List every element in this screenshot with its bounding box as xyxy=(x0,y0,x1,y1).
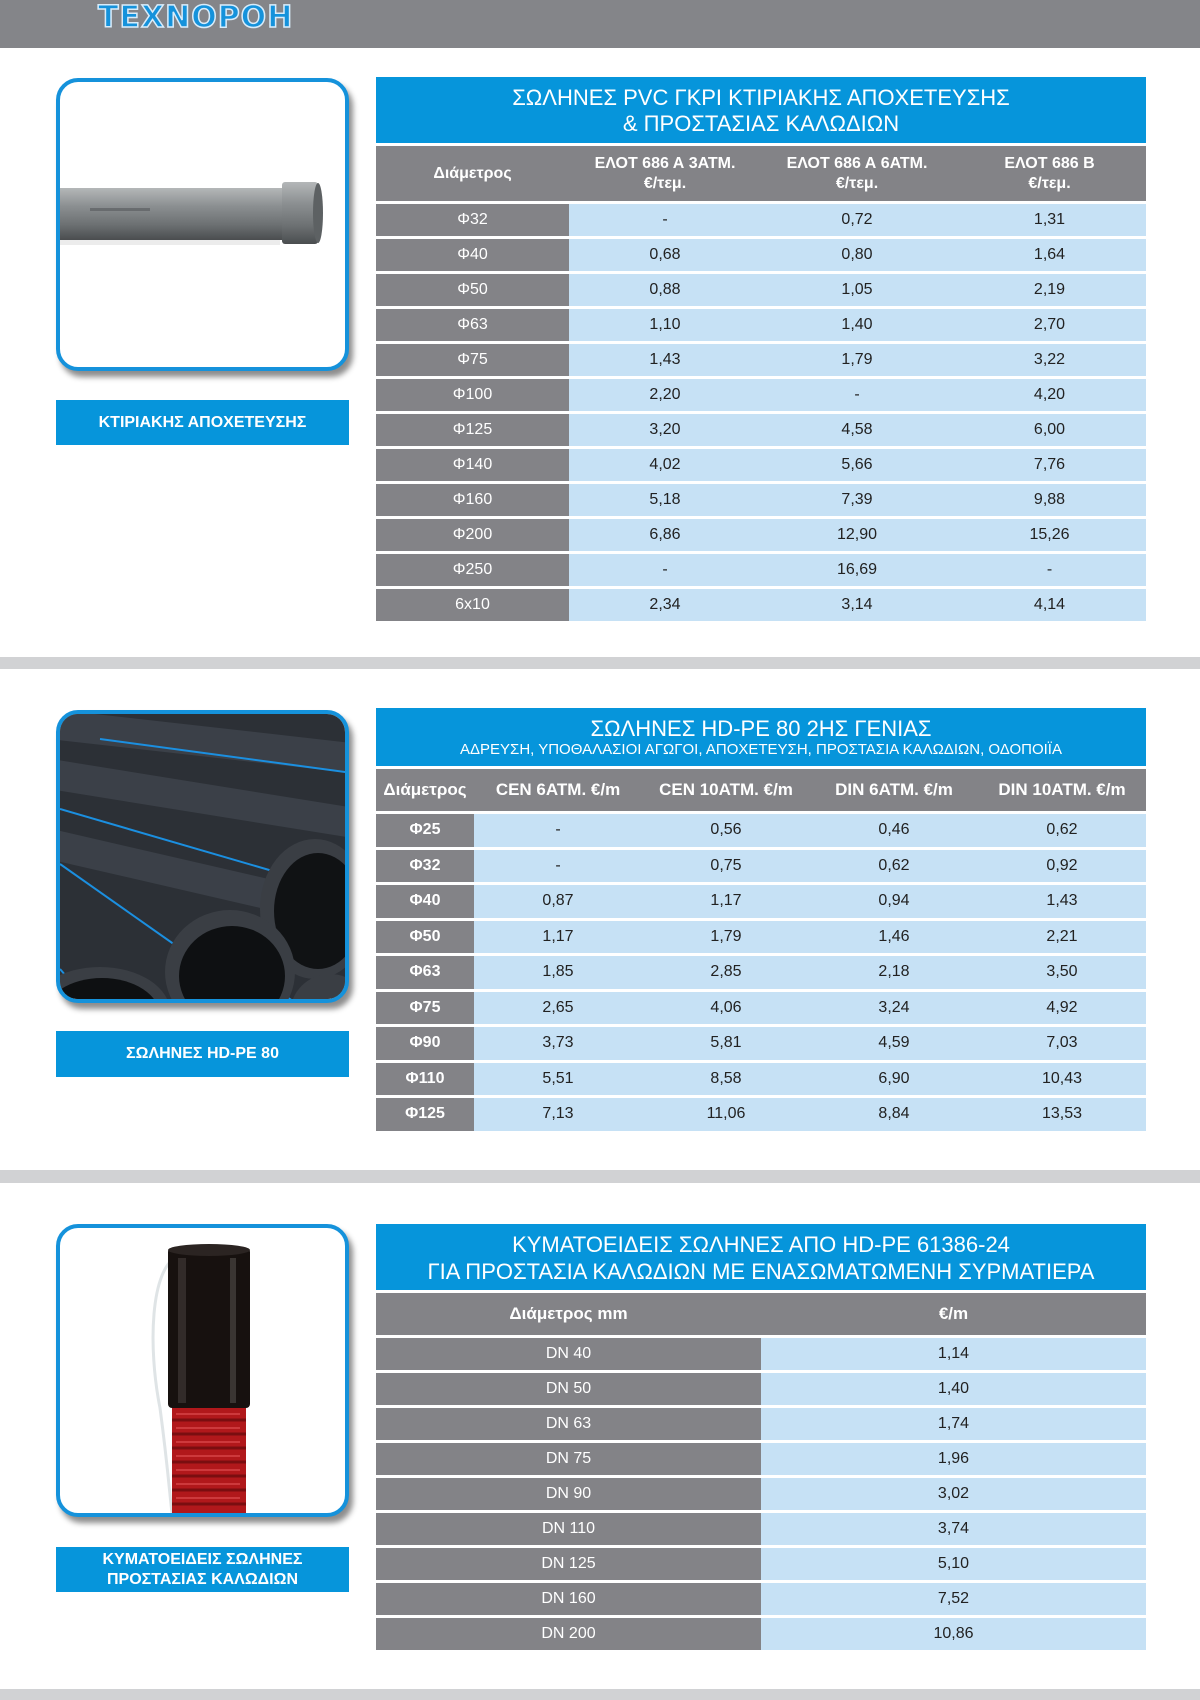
price-cell: 16,69 xyxy=(761,554,953,586)
row-label-diameter: Φ75 xyxy=(376,992,474,1025)
price-cell: 5,81 xyxy=(642,1027,810,1060)
price-cell: 0,68 xyxy=(569,239,761,271)
price-cell: 12,90 xyxy=(761,519,953,551)
row-label-diameter: DN 50 xyxy=(376,1373,761,1405)
price-cell: - xyxy=(569,204,761,236)
price-cell: 1,43 xyxy=(978,885,1146,918)
price-cell: 15,26 xyxy=(953,519,1146,551)
column-header: Διάμετρος xyxy=(433,164,512,182)
price-cell: 0,75 xyxy=(642,850,810,883)
table-body xyxy=(376,1338,1146,1650)
table-row xyxy=(376,344,1146,376)
price-cell: - xyxy=(474,850,642,883)
row-label-diameter: Φ125 xyxy=(376,414,569,446)
price-cell: 4,20 xyxy=(953,379,1146,411)
row-label-diameter: Φ110 xyxy=(376,1063,474,1096)
row-label-diameter: Φ32 xyxy=(376,204,569,236)
table-row xyxy=(376,1063,1146,1096)
table-row xyxy=(376,274,1146,306)
price-cell: 2,18 xyxy=(810,956,978,989)
price-cell: 10,43 xyxy=(978,1063,1146,1096)
caption-line: ΚΥΜΑΤΟΕΙΔΕΙΣ ΣΩΛΗΝΕΣ xyxy=(102,1550,303,1568)
table-title xyxy=(376,77,1146,143)
price-cell: 3,73 xyxy=(474,1027,642,1060)
price-cell: 1,40 xyxy=(761,309,953,341)
price-cell: 2,19 xyxy=(953,274,1146,306)
table-body xyxy=(376,204,1146,621)
table-header-row xyxy=(376,146,1146,201)
table-title xyxy=(376,708,1146,766)
price-cell: 5,18 xyxy=(569,484,761,516)
column-header: DIN 6ATM. €/m xyxy=(835,780,953,799)
table-row xyxy=(376,1098,1146,1131)
price-cell: 5,66 xyxy=(761,449,953,481)
row-label-diameter: DN 110 xyxy=(376,1513,761,1545)
price-cell: - xyxy=(953,554,1146,586)
black-hdpe-pipes-icon xyxy=(60,714,345,999)
price-cell: 3,22 xyxy=(953,344,1146,376)
table-header-row xyxy=(376,1293,1146,1335)
price-cell: 4,92 xyxy=(978,992,1146,1025)
price-cell: - xyxy=(569,554,761,586)
price-cell: 4,59 xyxy=(810,1027,978,1060)
row-label-diameter: DN 63 xyxy=(376,1408,761,1440)
product-image-hdpe-pipes xyxy=(56,710,349,1003)
column-header: ΕΛΟΤ 686 Β €/τεμ. xyxy=(1004,154,1095,192)
table-row xyxy=(376,484,1146,516)
price-cell: 1,17 xyxy=(474,921,642,954)
price-cell: 1,85 xyxy=(474,956,642,989)
price-cell: 0,62 xyxy=(978,814,1146,847)
price-cell: 0,56 xyxy=(642,814,810,847)
price-cell: 7,76 xyxy=(953,449,1146,481)
table-row xyxy=(376,814,1146,847)
table-title-line: ΣΩΛΗΝΕΣ HD-PE 80 2ΗΣ ΓΕΝΙΑΣ xyxy=(590,716,932,741)
price-cell: 0,72 xyxy=(761,204,953,236)
price-cell: 4,02 xyxy=(569,449,761,481)
price-cell: 1,79 xyxy=(642,921,810,954)
price-cell: 1,14 xyxy=(761,1338,1146,1370)
table-row xyxy=(376,1408,1146,1440)
table-row xyxy=(376,379,1146,411)
row-label-diameter: 6x10 xyxy=(376,589,569,621)
product-image-corrugated-pipe xyxy=(56,1224,349,1517)
row-label-diameter: DN 200 xyxy=(376,1618,761,1650)
price-cell: 3,24 xyxy=(810,992,978,1025)
price-cell: 1,43 xyxy=(569,344,761,376)
price-cell: 1,64 xyxy=(953,239,1146,271)
price-cell: 1,05 xyxy=(761,274,953,306)
price-cell: 3,14 xyxy=(761,589,953,621)
table-row xyxy=(376,239,1146,271)
price-cell: 1,40 xyxy=(761,1373,1146,1405)
price-cell: 8,58 xyxy=(642,1063,810,1096)
row-label-diameter: Φ250 xyxy=(376,554,569,586)
grey-pvc-pipe-icon xyxy=(60,82,345,367)
row-label-diameter: DN 90 xyxy=(376,1478,761,1510)
row-label-diameter: Φ90 xyxy=(376,1027,474,1060)
price-cell: 2,70 xyxy=(953,309,1146,341)
row-label-diameter: Φ63 xyxy=(376,309,569,341)
row-label-diameter: DN 160 xyxy=(376,1583,761,1615)
row-label-diameter: Φ75 xyxy=(376,344,569,376)
table-row xyxy=(376,309,1146,341)
price-cell: 3,74 xyxy=(761,1513,1146,1545)
table-row xyxy=(376,1373,1146,1405)
table-row xyxy=(376,204,1146,236)
column-header: CEN 6ATM. €/m xyxy=(495,780,621,799)
price-cell: 3,02 xyxy=(761,1478,1146,1510)
table-row xyxy=(376,885,1146,918)
price-cell: 6,00 xyxy=(953,414,1146,446)
price-cell: 0,94 xyxy=(810,885,978,918)
row-label-diameter: Φ50 xyxy=(376,274,569,306)
section-separator xyxy=(0,1689,1200,1700)
caption-line: ΚΤΙΡΙΑΚΗΣ ΑΠΟΧΕΤΕΥΣΗΣ xyxy=(98,413,307,431)
price-cell: 9,88 xyxy=(953,484,1146,516)
row-label-diameter: DN 40 xyxy=(376,1338,761,1370)
column-header: ΕΛΟΤ 686 Α 6ΑΤΜ. €/τεμ. xyxy=(786,154,928,192)
table-row xyxy=(376,992,1146,1025)
price-cell: - xyxy=(761,379,953,411)
table-row xyxy=(376,956,1146,989)
price-cell: 2,85 xyxy=(642,956,810,989)
price-cell: 1,17 xyxy=(642,885,810,918)
table-row xyxy=(376,449,1146,481)
price-cell: 1,96 xyxy=(761,1443,1146,1475)
row-label-diameter: DN 125 xyxy=(376,1548,761,1580)
product-image-pvc-pipe xyxy=(56,78,349,371)
table-row xyxy=(376,519,1146,551)
product-caption xyxy=(56,1031,349,1077)
table-title-line: ΣΩΛΗΝΕΣ PVC ΓΚΡΙ ΚΤΙΡΙΑΚΗΣ ΑΠΟΧΕΤΕΥΣΗΣ xyxy=(512,85,1010,110)
row-label-diameter: DN 75 xyxy=(376,1443,761,1475)
column-header: CEN 10ATM. €/m xyxy=(659,780,793,799)
brand-logo: ΤΕΧΝΟΡΟΗ xyxy=(98,0,294,35)
table-row xyxy=(376,850,1146,883)
table-body xyxy=(376,814,1146,1131)
price-cell: 1,79 xyxy=(761,344,953,376)
table-row xyxy=(376,414,1146,446)
price-cell: 2,20 xyxy=(569,379,761,411)
table-row xyxy=(376,1478,1146,1510)
price-cell: 5,51 xyxy=(474,1063,642,1096)
price-cell: 0,92 xyxy=(978,850,1146,883)
price-cell: 0,62 xyxy=(810,850,978,883)
row-label-diameter: Φ32 xyxy=(376,850,474,883)
price-cell: 10,86 xyxy=(761,1618,1146,1650)
price-cell: 4,58 xyxy=(761,414,953,446)
caption-line: ΣΩΛΗΝΕΣ HD-PE 80 xyxy=(126,1045,279,1062)
table-title-line: & ΠΡΟΣΤΑΣΙΑΣ ΚΑΛΩΔΙΩΝ xyxy=(622,111,900,136)
row-label-diameter: Φ100 xyxy=(376,379,569,411)
price-cell: 13,53 xyxy=(978,1098,1146,1131)
column-header: Διάμετρος mm xyxy=(509,1304,628,1323)
caption-line: ΠΡΟΣΤΑΣΙΑΣ ΚΑΛΩΔΙΩΝ xyxy=(107,1570,298,1588)
price-cell: 6,90 xyxy=(810,1063,978,1096)
price-cell: 0,88 xyxy=(569,274,761,306)
table-title-line: ΓΙΑ ΠΡΟΣΤΑΣΙΑ ΚΑΛΩΔΙΩΝ ΜΕ ΕΝΑΣΩΜΑΤΩΜΕΝΗ ΣΥΡΜΑΤΙΕΡΑ xyxy=(427,1259,1095,1284)
table-title xyxy=(376,1224,1146,1290)
price-cell: 2,21 xyxy=(978,921,1146,954)
table-row xyxy=(376,1513,1146,1545)
price-cell: 0,46 xyxy=(810,814,978,847)
table-row xyxy=(376,1548,1146,1580)
price-cell: - xyxy=(474,814,642,847)
price-cell: 8,84 xyxy=(810,1098,978,1131)
price-cell: 2,34 xyxy=(569,589,761,621)
row-label-diameter: Φ125 xyxy=(376,1098,474,1131)
section-separator xyxy=(0,657,1200,669)
price-cell: 0,87 xyxy=(474,885,642,918)
section-separator xyxy=(0,1170,1200,1183)
row-label-diameter: Φ40 xyxy=(376,239,569,271)
price-cell: 5,10 xyxy=(761,1548,1146,1580)
price-table-corrugated xyxy=(376,1224,1146,1650)
price-cell: 3,20 xyxy=(569,414,761,446)
price-cell: 1,31 xyxy=(953,204,1146,236)
table-row xyxy=(376,1027,1146,1060)
product-caption xyxy=(56,1547,349,1592)
table-row xyxy=(376,921,1146,954)
price-cell: 1,10 xyxy=(569,309,761,341)
price-cell: 1,46 xyxy=(810,921,978,954)
table-row xyxy=(376,589,1146,621)
price-cell: 7,13 xyxy=(474,1098,642,1131)
price-cell: 3,50 xyxy=(978,956,1146,989)
table-title-line: ΚΥΜΑΤΟΕΙΔΕΙΣ ΣΩΛΗΝΕΣ ΑΠΟ HD-PE 61386-24 xyxy=(512,1232,1010,1257)
row-label-diameter: Φ25 xyxy=(376,814,474,847)
column-header: DIN 10ATM. €/m xyxy=(998,780,1126,799)
table-subtitle-line: ΑΔΡΕΥΣΗ, ΥΠΟΘΑΛΑΣΙΟΙ ΑΓΩΓΟΙ, ΑΠΟΧΕΤΕΥΣΗ, ΠΡΟΣΤΑΣΙΑ ΚΑΛΩΔΙΩΝ, ΟΔΟΠΟΙΪΑ xyxy=(460,741,1062,758)
row-label-diameter: Φ200 xyxy=(376,519,569,551)
table-row xyxy=(376,1583,1146,1615)
price-cell: 7,52 xyxy=(761,1583,1146,1615)
table-header-row xyxy=(376,769,1146,811)
price-cell: 6,86 xyxy=(569,519,761,551)
row-label-diameter: Φ160 xyxy=(376,484,569,516)
table-row xyxy=(376,554,1146,586)
row-label-diameter: Φ63 xyxy=(376,956,474,989)
price-table-pvc xyxy=(376,77,1146,621)
price-table-hdpe xyxy=(376,708,1146,1131)
price-cell: 4,14 xyxy=(953,589,1146,621)
row-label-diameter: Φ140 xyxy=(376,449,569,481)
column-header: €/m xyxy=(938,1304,969,1323)
price-cell: 4,06 xyxy=(642,992,810,1025)
price-cell: 7,03 xyxy=(978,1027,1146,1060)
row-label-diameter: Φ40 xyxy=(376,885,474,918)
price-cell: 1,74 xyxy=(761,1408,1146,1440)
product-caption xyxy=(56,400,349,445)
table-row xyxy=(376,1618,1146,1650)
price-cell: 0,80 xyxy=(761,239,953,271)
table-row xyxy=(376,1443,1146,1475)
red-corrugated-pipe-icon xyxy=(60,1228,345,1513)
column-header: ΕΛΟΤ 686 Α 3ΑΤΜ. €/τεμ. xyxy=(594,154,736,192)
price-cell: 11,06 xyxy=(642,1098,810,1131)
price-cell: 2,65 xyxy=(474,992,642,1025)
header-bar xyxy=(0,0,1200,48)
table-row xyxy=(376,1338,1146,1370)
row-label-diameter: Φ50 xyxy=(376,921,474,954)
column-header: Διάμετρος xyxy=(383,780,467,799)
price-cell: 7,39 xyxy=(761,484,953,516)
